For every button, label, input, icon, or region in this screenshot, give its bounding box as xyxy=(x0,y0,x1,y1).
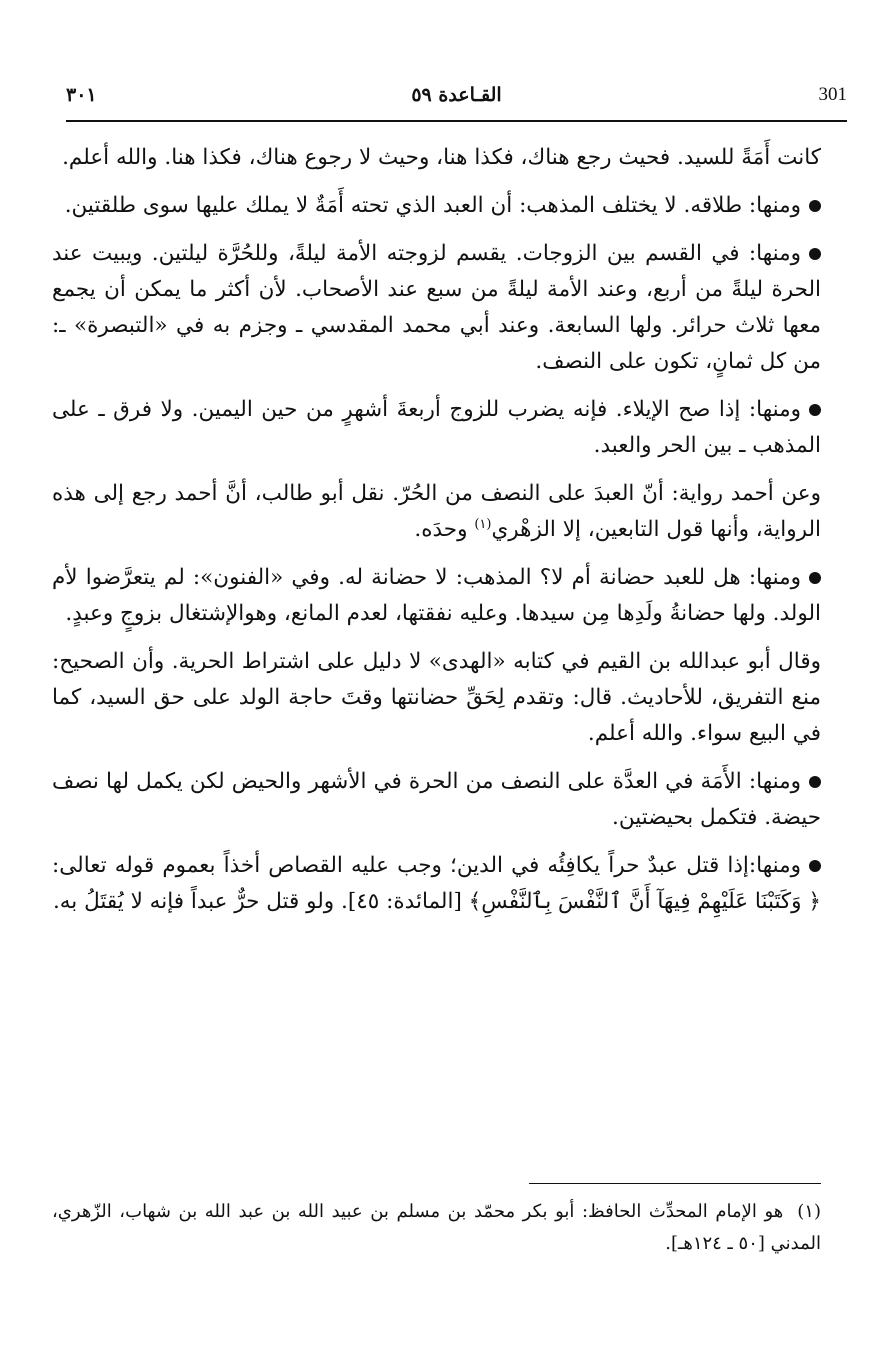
paragraph-text-tail: وحدَه. xyxy=(414,517,475,542)
bullet-icon xyxy=(809,404,821,416)
paragraph-text: وقال أبو عبدالله بن القيم في كتابه «الهدى» لا دليل على اشتراط الحرية. وأن الصحيح: منع التفريق، للأحاديث. قال: وتقدم لِحَقِّ حضانتها وقتَ حاجة الولد على حق السيد، كما في البيع سواء. والله أعلم. xyxy=(52,649,821,746)
paragraph-6 xyxy=(52,560,821,632)
paragraph-text: كانت أَمَةً للسيد. فحيث رجع هناك، فكذا هنا، وحيث لا رجوع هناك، فكذا هنا. والله أعلم. xyxy=(62,145,821,170)
paragraph-9 xyxy=(52,848,821,920)
bullet-icon xyxy=(809,248,821,260)
paragraph-4 xyxy=(52,392,821,464)
paragraph-5 xyxy=(52,476,821,548)
paragraph-text: ومنها: طلاقه. لا يختلف المذهب: أن العبد الذي تحته أَمَةٌ لا يملك عليها سوى طلقتين. xyxy=(64,193,801,218)
page-number-arabic: ٣٠١ xyxy=(66,84,97,106)
bullet-icon xyxy=(809,200,821,212)
footnote-reference: (١) xyxy=(474,516,492,532)
page-number-latin: 301 xyxy=(818,84,847,105)
paragraph-1 xyxy=(52,140,821,176)
paragraph-text: ومنها: الأَمَة في العدَّة على النصف من الحرة في الأشهر والحيض لكن يكمل لها نصف حيضة. فتكمل بحيضتين. xyxy=(52,769,821,830)
paragraph-text: وعن أحمد رواية: أنّ العبدَ على النصف من الحُرّ. نقل أبو طالب، أنَّ أحمد رجع إلى هذه الرواية، وأنها قول التابعين، إلا الزهْري xyxy=(52,481,821,542)
paragraph-3 xyxy=(52,236,821,380)
bullet-icon xyxy=(809,860,821,872)
paragraph-text: ومنها: في القسم بين الزوجات. يقسم لزوجته الأمة ليلةً، وللحُرَّة ليلتين. ويبيت عند الحرة ليلةً من أربع، وعند الأمة ليلةً من سبع عند الأصحاب. لأن أكثر ما يمكن أن يجمع معها ثلاث حرائر. ولها السابعة. وعند أبي محمد المقدسي ـ وجزم به في «التبصرة» ـ: من كل ثمانٍ، تكون على النصف. xyxy=(52,241,821,374)
main-text xyxy=(52,140,821,932)
page-header xyxy=(66,84,847,122)
paragraph-text: ومنها:إذا قتل عبدٌ حراً يكافِئُه في الدين؛ وجب عليه القصاص أخذاً بعموم قوله تعالى: ﴿ وَكَتَبْنَا عَلَيْهِمْ فِيهَآ أَنَّ ٱلنَّفْسَ بِٱلنَّفْسِ﴾ [المائدة: ٤٥]. ولو قتل حرٌّ عبداً فإنه لا يُقتَلُ به. xyxy=(52,853,821,914)
paragraph-8 xyxy=(52,764,821,836)
footnote-divider xyxy=(529,1183,821,1184)
footnote xyxy=(52,1196,821,1260)
footnote-marker: (١) xyxy=(797,1201,821,1222)
footnote-text: هو الإمام المحدِّث الحافظ: أبو بكر محمّد بن مسلم بن عبيد الله بن عبد الله بن شهاب، الزّهري، المدني [٥٠ ـ ١٢٤هـ]. xyxy=(52,1201,821,1254)
paragraph-text: ومنها: إذا صح الإيلاء. فإنه يضرب للزوج أربعةَ أشهرٍ من حين اليمين. ولا فرق ـ على المذهب ـ بين الحر والعبد. xyxy=(52,397,821,458)
running-title: القـاعدة ٥٩ xyxy=(411,84,502,106)
paragraph-2 xyxy=(52,188,821,224)
bullet-icon xyxy=(809,572,821,584)
paragraph-text: ومنها: هل للعبد حضانة أم لا؟ المذهب: لا حضانة له. وفي «الفنون»: لم يتعرَّضوا لأم الولد. ولها حضانةُ ولَدِها مِن سيدها. وعليه نفقتها، لعدم المانع، وهوالإشتغال بزوجٍ وعبدٍ. xyxy=(52,565,821,626)
paragraph-7 xyxy=(52,644,821,752)
bullet-icon xyxy=(809,776,821,788)
